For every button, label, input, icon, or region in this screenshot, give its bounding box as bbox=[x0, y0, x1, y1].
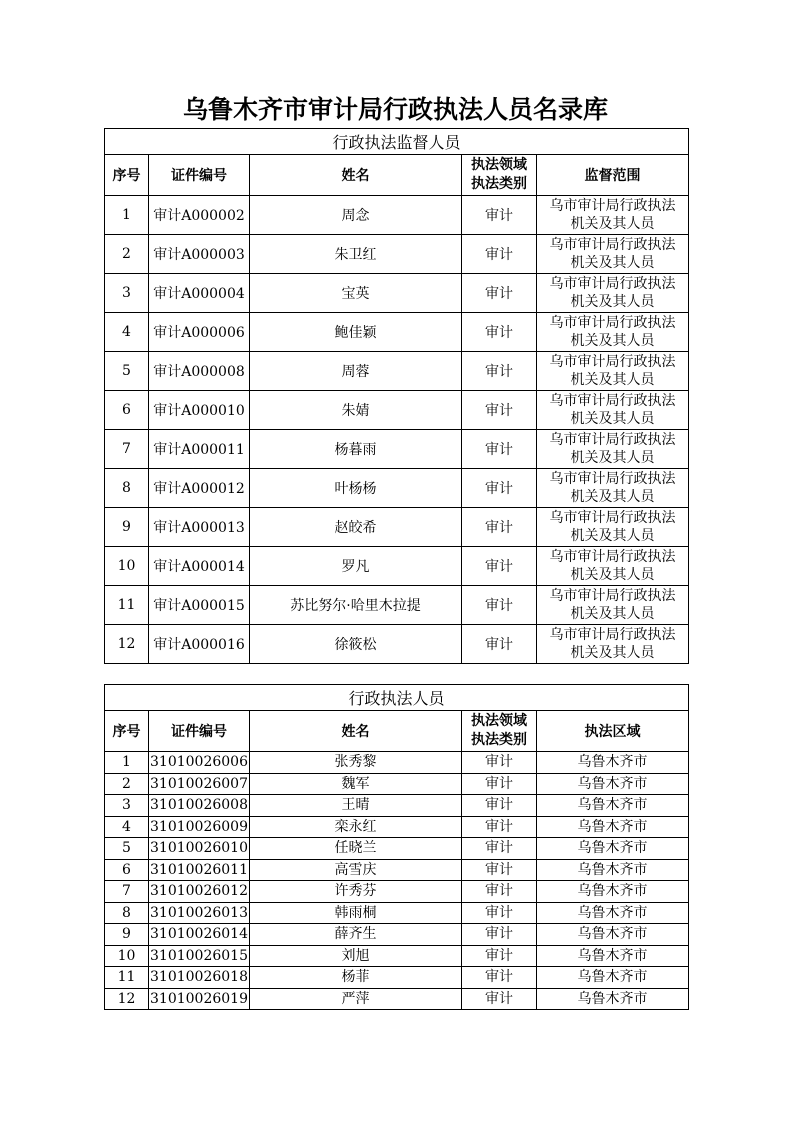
row-cert: 审计A000014 bbox=[149, 547, 250, 586]
row-field: 审计 bbox=[462, 902, 537, 924]
table-row bbox=[105, 881, 689, 903]
header-field-line1: 执法领域 bbox=[471, 713, 527, 729]
row-name: 周念 bbox=[250, 196, 462, 235]
row-scope-line2: 机关及其人员 bbox=[570, 606, 655, 622]
row-scope-line2: 机关及其人员 bbox=[570, 372, 655, 388]
table-row bbox=[105, 313, 689, 352]
table-row bbox=[105, 988, 689, 1010]
header-field-line2: 执法类别 bbox=[471, 732, 527, 748]
row-scope-line1: 乌市审计局行政执法 bbox=[549, 588, 676, 604]
row-field: 审计 bbox=[462, 924, 537, 946]
row-field: 审计 bbox=[462, 752, 537, 774]
row-scope bbox=[537, 313, 689, 352]
row-field: 审计 bbox=[462, 773, 537, 795]
row-index: 5 bbox=[105, 838, 149, 860]
section-title: 行政执法人员 bbox=[105, 685, 689, 711]
row-scope bbox=[537, 469, 689, 508]
table-row bbox=[105, 816, 689, 838]
row-field: 审计 bbox=[462, 881, 537, 903]
row-name: 杨暮雨 bbox=[250, 430, 462, 469]
row-cert: 审计A000011 bbox=[149, 430, 250, 469]
row-name: 罗凡 bbox=[250, 547, 462, 586]
row-index: 8 bbox=[105, 902, 149, 924]
row-scope-line2: 机关及其人员 bbox=[570, 645, 655, 661]
row-scope-line2: 机关及其人员 bbox=[570, 567, 655, 583]
table-row bbox=[105, 838, 689, 860]
table-row bbox=[105, 773, 689, 795]
row-index: 11 bbox=[105, 967, 149, 989]
row-region: 乌鲁木齐市 bbox=[537, 945, 689, 967]
row-field: 审计 bbox=[462, 816, 537, 838]
row-cert: 审计A000016 bbox=[149, 625, 250, 664]
row-name: 赵皎希 bbox=[250, 508, 462, 547]
row-name: 高雪庆 bbox=[250, 859, 462, 881]
row-field: 审计 bbox=[462, 508, 537, 547]
row-scope bbox=[537, 235, 689, 274]
table-row bbox=[105, 508, 689, 547]
row-field: 审计 bbox=[462, 859, 537, 881]
row-index: 4 bbox=[105, 816, 149, 838]
row-scope-line1: 乌市审计局行政执法 bbox=[549, 510, 676, 526]
table-row bbox=[105, 625, 689, 664]
row-cert: 审计A000003 bbox=[149, 235, 250, 274]
row-index: 2 bbox=[105, 235, 149, 274]
row-cert: 审计A000006 bbox=[149, 313, 250, 352]
table-row bbox=[105, 795, 689, 817]
table-row bbox=[105, 469, 689, 508]
row-scope-line1: 乌市审计局行政执法 bbox=[549, 549, 676, 565]
header-index: 序号 bbox=[105, 155, 149, 196]
row-scope bbox=[537, 547, 689, 586]
row-scope-line2: 机关及其人员 bbox=[570, 216, 655, 232]
row-field: 审计 bbox=[462, 988, 537, 1010]
row-field: 审计 bbox=[462, 838, 537, 860]
header-field-line2: 执法类别 bbox=[471, 176, 527, 192]
row-index: 12 bbox=[105, 988, 149, 1010]
supervision-table bbox=[104, 128, 689, 664]
row-field: 审计 bbox=[462, 196, 537, 235]
header-cert: 证件编号 bbox=[149, 155, 250, 196]
header-field-line1: 执法领域 bbox=[471, 157, 527, 173]
row-scope-line2: 机关及其人员 bbox=[570, 411, 655, 427]
row-region: 乌鲁木齐市 bbox=[537, 773, 689, 795]
row-field: 审计 bbox=[462, 945, 537, 967]
row-region: 乌鲁木齐市 bbox=[537, 967, 689, 989]
row-index: 9 bbox=[105, 508, 149, 547]
row-field: 审计 bbox=[462, 469, 537, 508]
row-field: 审计 bbox=[462, 586, 537, 625]
row-index: 6 bbox=[105, 859, 149, 881]
row-index: 9 bbox=[105, 924, 149, 946]
row-scope-line1: 乌市审计局行政执法 bbox=[549, 237, 676, 253]
row-field: 审计 bbox=[462, 235, 537, 274]
row-cert: 31010026013 bbox=[149, 902, 250, 924]
row-cert: 31010026014 bbox=[149, 924, 250, 946]
row-region: 乌鲁木齐市 bbox=[537, 838, 689, 860]
row-name: 任晓兰 bbox=[250, 838, 462, 860]
row-scope-line2: 机关及其人员 bbox=[570, 333, 655, 349]
row-scope-line1: 乌市审计局行政执法 bbox=[549, 198, 676, 214]
table-row bbox=[105, 752, 689, 774]
row-scope bbox=[537, 625, 689, 664]
row-name: 许秀芬 bbox=[250, 881, 462, 903]
row-index: 2 bbox=[105, 773, 149, 795]
row-field: 审计 bbox=[462, 352, 537, 391]
section-title: 行政执法监督人员 bbox=[105, 129, 689, 155]
row-name: 薛齐生 bbox=[250, 924, 462, 946]
row-name: 杨菲 bbox=[250, 967, 462, 989]
header-cert: 证件编号 bbox=[149, 711, 250, 752]
row-scope-line2: 机关及其人员 bbox=[570, 450, 655, 466]
table-row bbox=[105, 967, 689, 989]
row-name: 苏比努尔·哈里木拉提 bbox=[250, 586, 462, 625]
row-cert: 31010026006 bbox=[149, 752, 250, 774]
row-index: 3 bbox=[105, 274, 149, 313]
row-field: 审计 bbox=[462, 547, 537, 586]
table-row bbox=[105, 924, 689, 946]
row-scope-line1: 乌市审计局行政执法 bbox=[549, 627, 676, 643]
table-row bbox=[105, 902, 689, 924]
row-cert: 31010026009 bbox=[149, 816, 250, 838]
row-index: 3 bbox=[105, 795, 149, 817]
row-cert: 31010026015 bbox=[149, 945, 250, 967]
row-index: 1 bbox=[105, 196, 149, 235]
row-name: 宝英 bbox=[250, 274, 462, 313]
row-field: 审计 bbox=[462, 967, 537, 989]
table-row bbox=[105, 945, 689, 967]
row-name: 刘旭 bbox=[250, 945, 462, 967]
row-cert: 31010026019 bbox=[149, 988, 250, 1010]
table-row bbox=[105, 196, 689, 235]
document-title: 乌鲁木齐市审计局行政执法人员名录库 bbox=[182, 95, 608, 124]
row-name: 严萍 bbox=[250, 988, 462, 1010]
row-scope-line1: 乌市审计局行政执法 bbox=[549, 276, 676, 292]
table-row bbox=[105, 430, 689, 469]
row-scope-line2: 机关及其人员 bbox=[570, 255, 655, 271]
row-index: 5 bbox=[105, 352, 149, 391]
row-region: 乌鲁木齐市 bbox=[537, 816, 689, 838]
row-cert: 审计A000010 bbox=[149, 391, 250, 430]
row-name: 魏军 bbox=[250, 773, 462, 795]
row-index: 1 bbox=[105, 752, 149, 774]
row-name: 叶杨杨 bbox=[250, 469, 462, 508]
row-cert: 审计A000013 bbox=[149, 508, 250, 547]
header-region: 执法区域 bbox=[537, 711, 689, 752]
row-cert: 审计A000008 bbox=[149, 352, 250, 391]
row-field: 审计 bbox=[462, 391, 537, 430]
row-field: 审计 bbox=[462, 430, 537, 469]
row-name: 朱卫红 bbox=[250, 235, 462, 274]
row-scope-line2: 机关及其人员 bbox=[570, 294, 655, 310]
row-scope bbox=[537, 196, 689, 235]
row-field: 审计 bbox=[462, 625, 537, 664]
row-cert: 31010026018 bbox=[149, 967, 250, 989]
row-index: 10 bbox=[105, 945, 149, 967]
row-region: 乌鲁木齐市 bbox=[537, 902, 689, 924]
row-region: 乌鲁木齐市 bbox=[537, 795, 689, 817]
row-scope-line1: 乌市审计局行政执法 bbox=[549, 354, 676, 370]
row-scope-line1: 乌市审计局行政执法 bbox=[549, 393, 676, 409]
row-cert: 31010026010 bbox=[149, 838, 250, 860]
row-cert: 31010026008 bbox=[149, 795, 250, 817]
row-name: 朱婧 bbox=[250, 391, 462, 430]
row-cert: 审计A000015 bbox=[149, 586, 250, 625]
row-name: 徐筱松 bbox=[250, 625, 462, 664]
row-scope bbox=[537, 508, 689, 547]
row-name: 王晴 bbox=[250, 795, 462, 817]
row-name: 鲍佳颖 bbox=[250, 313, 462, 352]
row-region: 乌鲁木齐市 bbox=[537, 859, 689, 881]
row-index: 12 bbox=[105, 625, 149, 664]
header-scope: 监督范围 bbox=[537, 155, 689, 196]
table-row bbox=[105, 235, 689, 274]
row-index: 11 bbox=[105, 586, 149, 625]
row-scope-line2: 机关及其人员 bbox=[570, 528, 655, 544]
row-name: 周蓉 bbox=[250, 352, 462, 391]
row-scope-line2: 机关及其人员 bbox=[570, 489, 655, 505]
header-field bbox=[462, 711, 537, 752]
row-scope bbox=[537, 586, 689, 625]
row-cert: 审计A000004 bbox=[149, 274, 250, 313]
row-cert: 31010026012 bbox=[149, 881, 250, 903]
row-cert: 审计A000002 bbox=[149, 196, 250, 235]
row-field: 审计 bbox=[462, 795, 537, 817]
table-row bbox=[105, 352, 689, 391]
row-index: 4 bbox=[105, 313, 149, 352]
row-name: 栾永红 bbox=[250, 816, 462, 838]
row-scope bbox=[537, 391, 689, 430]
row-cert: 审计A000012 bbox=[149, 469, 250, 508]
row-region: 乌鲁木齐市 bbox=[537, 752, 689, 774]
row-index: 10 bbox=[105, 547, 149, 586]
row-name: 张秀黎 bbox=[250, 752, 462, 774]
row-name: 韩雨桐 bbox=[250, 902, 462, 924]
table-row bbox=[105, 274, 689, 313]
row-region: 乌鲁木齐市 bbox=[537, 924, 689, 946]
table-row bbox=[105, 859, 689, 881]
row-cert: 31010026011 bbox=[149, 859, 250, 881]
row-scope-line1: 乌市审计局行政执法 bbox=[549, 315, 676, 331]
header-name: 姓名 bbox=[250, 155, 462, 196]
table-row bbox=[105, 547, 689, 586]
row-scope bbox=[537, 274, 689, 313]
row-scope bbox=[537, 430, 689, 469]
row-field: 审计 bbox=[462, 274, 537, 313]
table-row bbox=[105, 586, 689, 625]
header-name: 姓名 bbox=[250, 711, 462, 752]
enforcement-table bbox=[104, 684, 689, 1010]
row-cert: 31010026007 bbox=[149, 773, 250, 795]
row-index: 7 bbox=[105, 430, 149, 469]
row-region: 乌鲁木齐市 bbox=[537, 881, 689, 903]
header-field bbox=[462, 155, 537, 196]
row-scope bbox=[537, 352, 689, 391]
table-row bbox=[105, 391, 689, 430]
header-index: 序号 bbox=[105, 711, 149, 752]
row-scope-line1: 乌市审计局行政执法 bbox=[549, 471, 676, 487]
row-field: 审计 bbox=[462, 313, 537, 352]
row-index: 6 bbox=[105, 391, 149, 430]
row-index: 8 bbox=[105, 469, 149, 508]
row-index: 7 bbox=[105, 881, 149, 903]
row-scope-line1: 乌市审计局行政执法 bbox=[549, 432, 676, 448]
row-region: 乌鲁木齐市 bbox=[537, 988, 689, 1010]
